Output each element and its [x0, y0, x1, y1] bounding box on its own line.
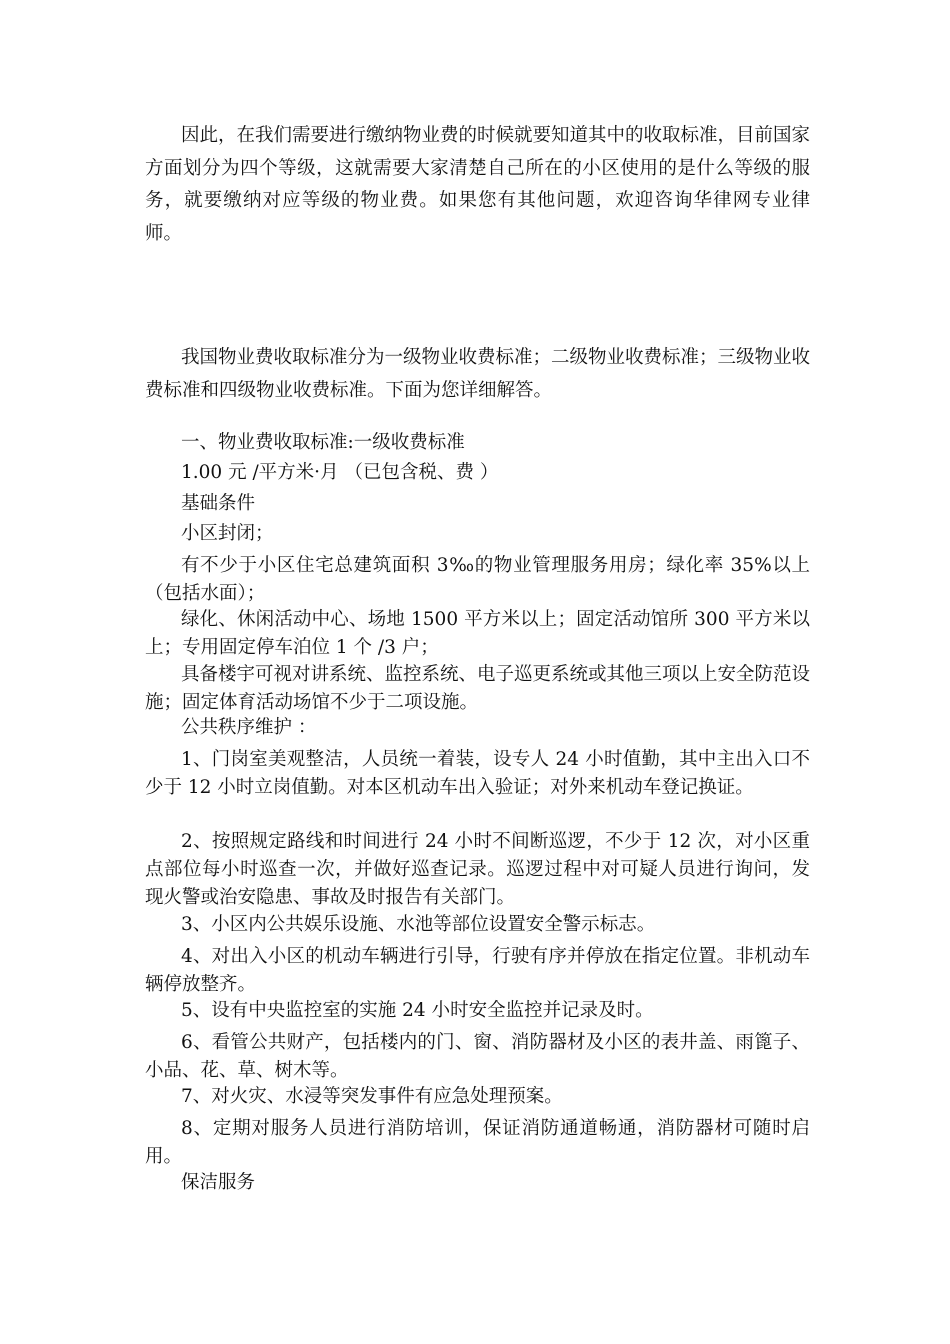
public-order-item-4: 4、对出入小区的机动车辆进行引导，行驶有序并停放在指定位置。非机动车辆停放整齐。	[145, 946, 810, 995]
public-order-item-2: 2、按照规定路线和时间进行 24 小时不间断巡逻，不少于 12 次，对小区重点部位每小时巡查一次，并做好巡查记录。巡逻过程中对可疑人员进行询问，发现火警或治安隐患、事故及时报告有关部门。	[145, 831, 810, 908]
public-order-item-5: 5、设有中央监控室的实施 24 小时安全监控并记录及时。	[181, 1000, 654, 1021]
price-line: 1.00 元 /平方米·月 （已包含税、费 ）	[181, 462, 499, 483]
basic-conditions-title: 基础条件	[181, 493, 256, 514]
basic-condition-1: 小区封闭；	[181, 523, 274, 544]
basic-condition-2: 有不少于小区住宅总建筑面积 3‰的物业管理服务用房；绿化率 35%以上（包括水面）；	[145, 555, 810, 604]
section-title: 一、物业费收取标准:一级收费标准	[181, 432, 465, 453]
public-order-item-8: 8、定期对服务人员进行消防培训，保证消防通道畅通，消防器材可随时启用。	[145, 1118, 810, 1167]
basic-condition-3: 绿化、休闲活动中心、场地 1500 平方米以上；固定活动馆所 300 平方米以上；专用固定停车泊位 1 个 /3 户；	[145, 609, 810, 658]
basic-condition-4: 具备楼宇可视对讲系统、监控系统、电子巡更系统或其他三项以上安全防范设施；固定体育活动场馆不少于二项设施。	[145, 664, 811, 713]
public-order-item-7: 7、对火灾、水浸等突发事件有应急处理预案。	[181, 1086, 563, 1107]
public-order-title: 公共秩序维护 ：	[181, 717, 317, 738]
summary-paragraph: 我国物业费收取标准分为一级物业收费标准；二级物业收费标准；三级物业收费标准和四级物业收费标准。下面为您详细解答。	[145, 347, 811, 401]
public-order-item-1: 1、门岗室美观整洁，人员统一着装，设专人 24 小时值勤，其中主出入口不少于 12 小时立岗值勤。对本区机动车出入验证；对外来机动车登记换证。	[145, 749, 810, 798]
public-order-item-3: 3、小区内公共娱乐设施、水池等部位设置安全警示标志。	[181, 914, 656, 935]
intro-paragraph: 因此，在我们需要进行缴纳物业费的时候就要知道其中的收取标准，目前国家方面划分为四个等级，这就需要大家清楚自己所在的小区使用的是什么等级的服务，就要缴纳对应等级的物业费。如果您有其他问题，欢迎咨询华律网专业律师。	[145, 125, 811, 244]
public-order-item-6: 6、看管公共财产，包括楼内的门、窗、消防器材及小区的表井盖、雨篦子、小品、花、草、树木等。	[145, 1032, 810, 1081]
cleaning-service-title: 保洁服务	[181, 1172, 256, 1193]
